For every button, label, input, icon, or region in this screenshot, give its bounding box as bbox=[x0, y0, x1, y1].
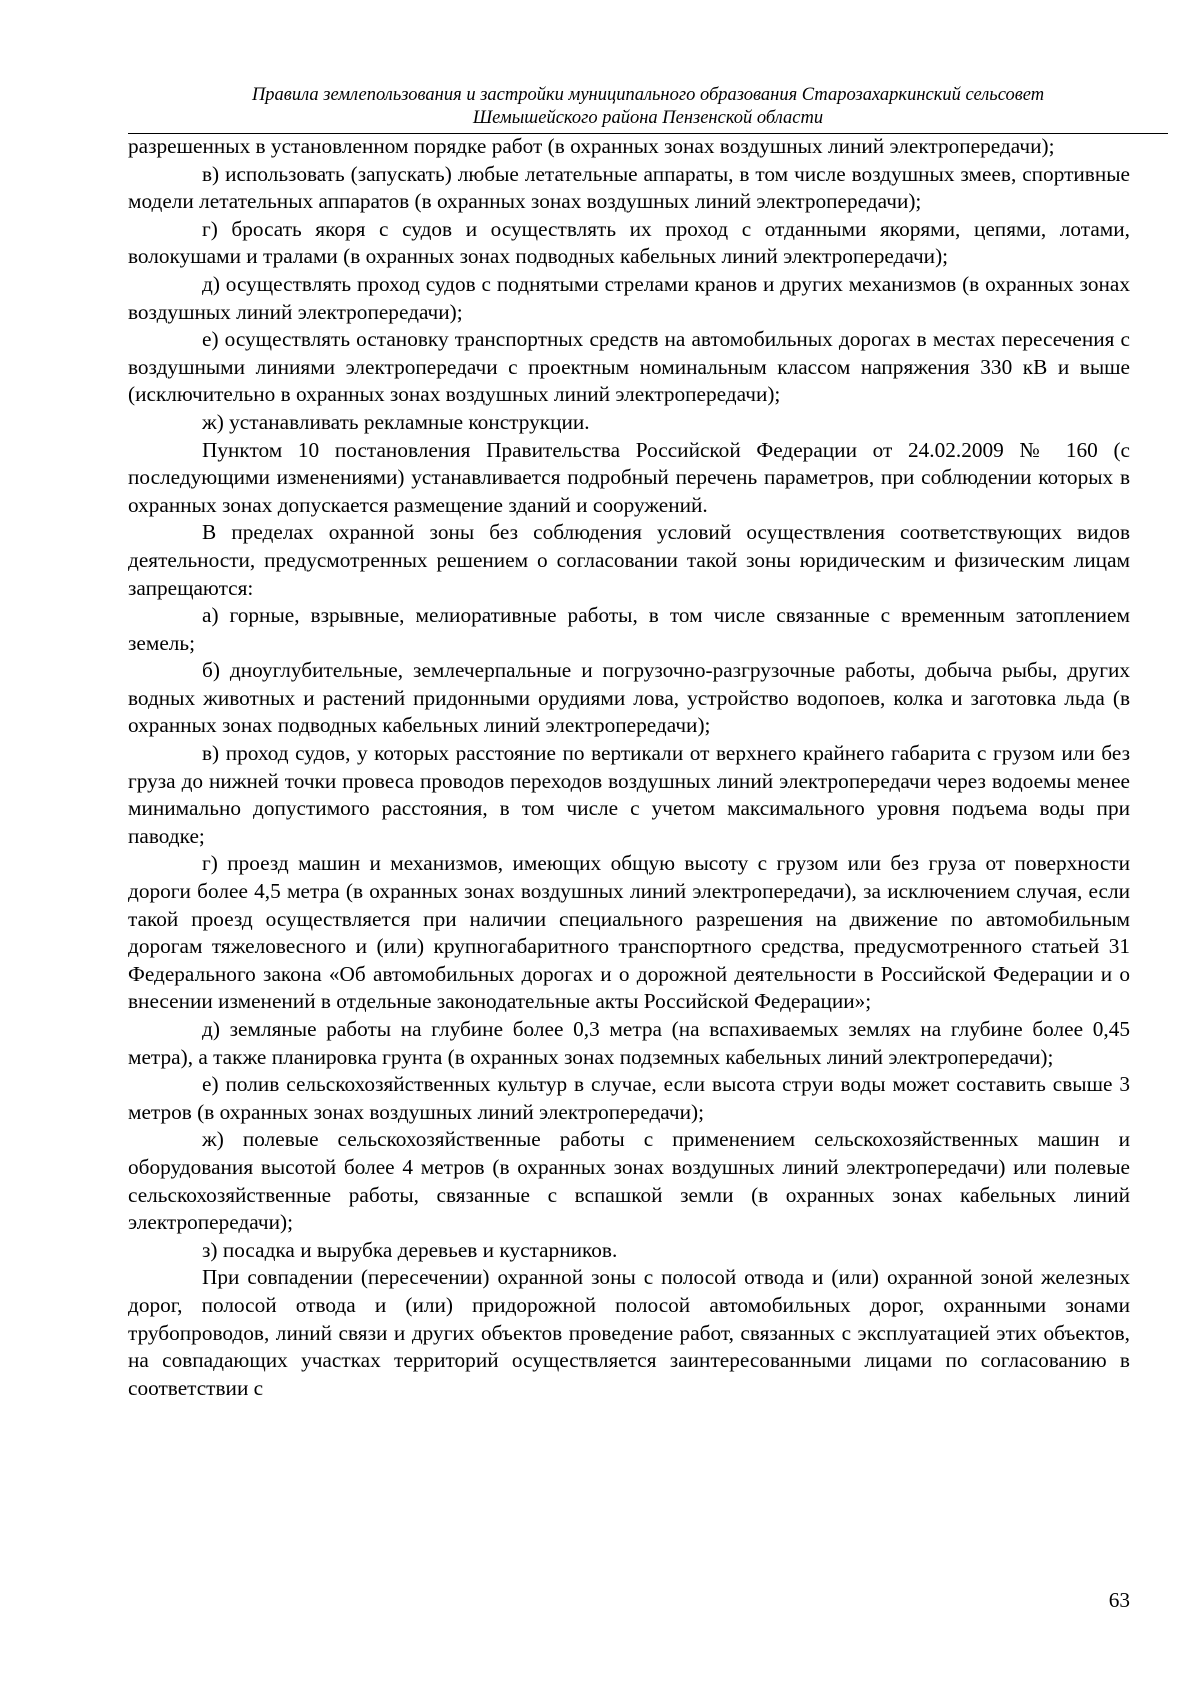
list-item-d: д) земляные работы на глубине более 0,3 метра (на вспахиваемых землях на глубине более 0,45 метра), а также планировка грунта (в охранных зонах подземных кабельных линий электропередачи); bbox=[128, 1017, 1130, 1069]
list-item-v: в) использовать (запускать) любые летательные аппараты, в том числе воздушных змеев, спортивные модели летательных аппаратов (в охранных зонах воздушных линий электропередачи); bbox=[128, 161, 1130, 214]
paragraph: В пределах охранной зоны без соблюдения условий осуществления соответствующих видов деятельности, предусмотренных решением о согласовании такой зоны юридическим и физическим лицам запрещаются: bbox=[128, 520, 1130, 600]
list-item-z: з) посадка и вырубка деревьев и кустарников. bbox=[202, 1237, 618, 1262]
list-item-zh: ж) устанавливать рекламные конструкции. bbox=[202, 409, 590, 434]
list-item-g: г) проезд машин и механизмов, имеющих общую высоту с грузом или без груза от поверхности дороги более 4,5 метра (в охранных зонах воздушных линий электропередачи), за исключением случая, если такой проезд осуществляется при наличии специального разрешения на движение по автомобильным дорогам тяжеловесного и (или) крупногабаритного транспортного средства, предусмотренного статьей 31 Федерального закона «Об автомобильных дорогах и о дорожной деятельности в Российской Федерации и о внесении изменений в отдельные законодательные акты Российской Федерации»; bbox=[128, 851, 1130, 1014]
list-item-g: г) бросать якоря с судов и осуществлять их проход с отданными якорями, цепями, лотами, волокушами и тралами (в охранных зонах подводных кабельных линий электропередачи); bbox=[128, 216, 1130, 269]
paragraph: При совпадении (пересечении) охранной зоны с полосой отвода и (или) охранной зоной железных дорог, полосой отвода и (или) придорожной полосой автомобильных дорог, охранными зонами трубопроводов, линий связи и других объектов проведение работ, связанных с эксплуатацией этих объектов, на совпадающих участках территорий осуществляется заинтересованными лицами по согласованию в соответствии с bbox=[128, 1265, 1130, 1400]
list-item-v: в) проход судов, у которых расстояние по вертикали от верхнего крайнего габарита с грузом или без груза до нижней точки провеса проводов переходов воздушных линий электропередачи через водоемы менее минимально допустимого расстояния, в том числе с учетом максимального уровня подъема воды при паводке; bbox=[128, 741, 1130, 848]
page-number: 63 bbox=[1108, 1588, 1130, 1612]
list-item-d: д) осуществлять проход судов с поднятыми стрелами кранов и других механизмов (в охранных зонах воздушных линий электропередачи); bbox=[128, 271, 1130, 324]
list-item-e: е) полив сельскохозяйственных культур в случае, если высота струи воды может составить свыше 3 метров (в охранных зонах воздушных линий электропередачи); bbox=[128, 1072, 1130, 1124]
list-item-zh: ж) полевые сельскохозяйственные работы с применением сельскохозяйственных машин и оборудования высотой более 4 метров (в охранных зонах воздушных линий электропередачи) или полевые сельскохозяйственные работы, связанные с вспашкой земли (в охранных зонах кабельных линий электропередачи); bbox=[128, 1127, 1130, 1235]
list-item-b: б) дноуглубительные, землечерпальные и погрузочно-разгрузочные работы, добыча рыбы, других водных животных и растений придонными орудиями лова, устройство водопоев, колка и заготовка льда (в охранных зонах подводных кабельных линий электропередачи); bbox=[128, 658, 1130, 738]
header-line-2: Шемышейского района Пензенской области bbox=[472, 108, 824, 128]
paragraph: Пунктом 10 постановления Правительства Российской Федерации от 24.02.2009 № 160 (с последующими изменениями) устанавливается подробный перечень параметров, при соблюдении которых в охранных зонах допускается размещение зданий и сооружений. bbox=[128, 437, 1130, 517]
body-text bbox=[128, 133, 1130, 1402]
running-header bbox=[128, 84, 1168, 130]
list-item-a: а) горные, взрывные, мелиоративные работы, в том числе связанные с временным затоплением земель; bbox=[128, 603, 1130, 655]
paragraph-continued: разрешенных в установленном порядке работ (в охранных зонах воздушных линий электропередачи); bbox=[128, 134, 1055, 158]
header-line-1: Правила землепользования и застройки муниципального образования Старозахаркинский сельсовет bbox=[251, 85, 1045, 105]
list-item-e: е) осуществлять остановку транспортных средств на автомобильных дорогах в местах пересечения с воздушными линиями электропередачи с проектным номинальным классом напряжения 330 кВ и выше (исключительно в охранных зонах воздушных линий электропередачи); bbox=[128, 327, 1130, 407]
